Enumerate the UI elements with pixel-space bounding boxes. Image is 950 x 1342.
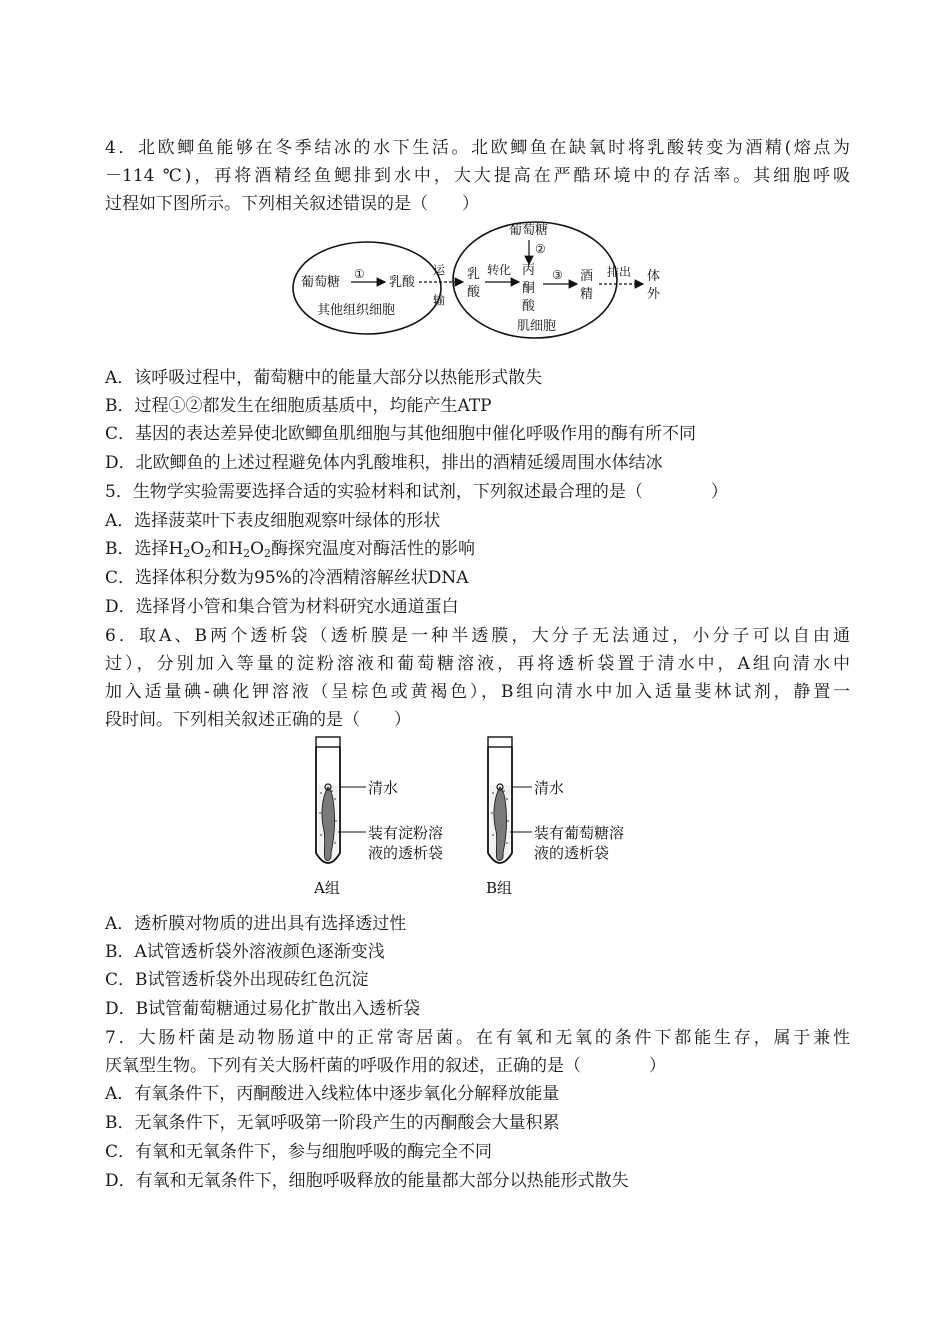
pyruvate-2: 酮: [522, 281, 536, 296]
q6-option-c: C．B试管透析袋外出现砖红色沉淀: [105, 970, 369, 990]
q5-option-a: A．选择菠菜叶下表皮细胞观察叶绿体的形状: [105, 511, 441, 531]
tube-b-bag-label-2: 液的透析袋: [534, 844, 610, 862]
q6-stem-line-4: 段时间。下列相关叙述正确的是（ ）: [105, 710, 411, 730]
q6-option-a: A．透析膜对物质的进出具有选择透过性: [105, 914, 407, 934]
q6-option-b: B．A试管透析袋外溶液颜色逐渐变浅: [105, 942, 385, 962]
dialysis-diagram: [300, 735, 660, 900]
q4-stem-line-2: －114 ℃)，再将酒精经鱼鳃排到水中，大大提高在严酷环境中的存活率。其细胞呼吸: [105, 166, 850, 186]
q4-stem-line-3: 过程如下图所示。下列相关叙述错误的是（ ）: [105, 194, 479, 214]
pyruvate-3: 酸: [522, 299, 536, 314]
tube-b-water-label: 清水: [534, 779, 565, 797]
q4-option-c: C．基因的表达差异使北欧鲫鱼肌细胞与其他细胞中催化呼吸作用的酶有所不同: [105, 424, 697, 444]
other-lactic-acid-label: 乳酸: [389, 275, 416, 290]
tube-b-group-label: B组: [486, 879, 513, 897]
tube-a: [316, 737, 366, 863]
tube-a-bag-label-1: 装有淀粉溶: [368, 824, 444, 842]
q6-option-d: D．B试管葡萄糖通过易化扩散出入透析袋: [105, 999, 421, 1019]
step-3-label: ③: [552, 268, 563, 282]
q6-stem-line-1: 6．取A、B两个透析袋（透析膜是一种半透膜，大分子无法通过，小分子可以自由通: [105, 626, 850, 646]
step-1-label: ①: [354, 267, 365, 281]
alcohol-2: 精: [580, 287, 594, 302]
q5-option-d: D．选择肾小管和集合管为材料研究水通道蛋白: [105, 597, 459, 617]
other-cell-label: 其他组织细胞: [317, 303, 396, 318]
q7-option-d: D．有氧和无氧条件下，细胞呼吸释放的能量都大部分以热能形式散失: [105, 1171, 629, 1191]
tube-a-bag-label-2: 液的透析袋: [368, 844, 444, 862]
step-2-label: ②: [535, 242, 546, 256]
q4-option-a: A．该呼吸过程中，葡萄糖中的能量大部分以热能形式散失: [105, 368, 543, 388]
q7-option-b: B．无氧条件下，无氧呼吸第一阶段产生的丙酮酸会大量积累: [105, 1113, 560, 1133]
transport-label-2: 输: [433, 293, 446, 307]
q5-option-c: C．选择体积分数为95%的冷酒精溶解丝状DNA: [105, 568, 469, 588]
q4-option-b: B．过程①②都发生在细胞质基质中，均能产生ATP: [105, 396, 492, 416]
q4-option-d: D．北欧鲫鱼的上述过程避免体内乳酸堆积，排出的酒精延缓周围水体结冰: [105, 453, 663, 473]
muscle-lactic-acid-2: 酸: [467, 285, 481, 300]
q6-stem-line-2: 过），分别加入等量的淀粉溶液和葡萄糖溶液，再将透析袋置于清水中，A组向清水中: [105, 654, 850, 674]
q4-stem-line-1: 4．北欧鲫鱼能够在冬季结冰的水下生活。北欧鲫鱼在缺氧时将乳酸转变为酒精(熔点为: [105, 138, 850, 158]
q6-stem-line-3: 加入适量碘-碘化钾溶液（呈棕色或黄褐色），B组向清水中加入适量斐林试剂，静置一: [105, 682, 850, 702]
outside-1: 体: [647, 269, 661, 284]
alcohol-1: 酒: [580, 269, 594, 284]
q7-option-c: C．有氧和无氧条件下，参与细胞呼吸的酶完全不同: [105, 1142, 493, 1162]
q7-stem-line-2: 厌氧型生物。下列有关大肠杆菌的呼吸作用的叙述，正确的是（ ）: [105, 1056, 666, 1076]
respiration-diagram: [285, 218, 675, 343]
tube-a-water-label: 清水: [368, 779, 399, 797]
excrete-label: 排出: [607, 265, 632, 279]
outside-2: 外: [647, 287, 661, 302]
q7-option-a: A．有氧条件下，丙酮酸进入线粒体中逐步氧化分解释放能量: [105, 1084, 560, 1104]
pyruvate-1: 丙: [522, 263, 536, 278]
muscle-lactic-acid-1: 乳: [467, 267, 481, 282]
q5-stem: 5．生物学实验需要选择合适的实验材料和试剂，下列叙述最合理的是（ ）: [105, 482, 728, 502]
muscle-glucose-label: 葡萄糖: [509, 223, 549, 238]
tube-a-group-label: A组: [314, 879, 340, 897]
tube-b: [488, 737, 532, 863]
tube-b-bag-label-1: 装有葡萄糖溶: [534, 824, 625, 842]
q5-option-b: B．选择$H_2O_2$和$H_2O_2$酶探究温度对酶活性的影响: [105, 539, 476, 560]
other-glucose-label: 葡萄糖: [301, 275, 341, 290]
muscle-cell-label: 肌细胞: [517, 319, 557, 334]
transport-label-1: 运: [433, 263, 446, 277]
q7-stem-line-1: 7．大肠杆菌是动物肠道中的正常寄居菌。在有氧和无氧的条件下都能生存，属于兼性: [105, 1028, 850, 1048]
convert-label: 转化: [487, 263, 512, 277]
